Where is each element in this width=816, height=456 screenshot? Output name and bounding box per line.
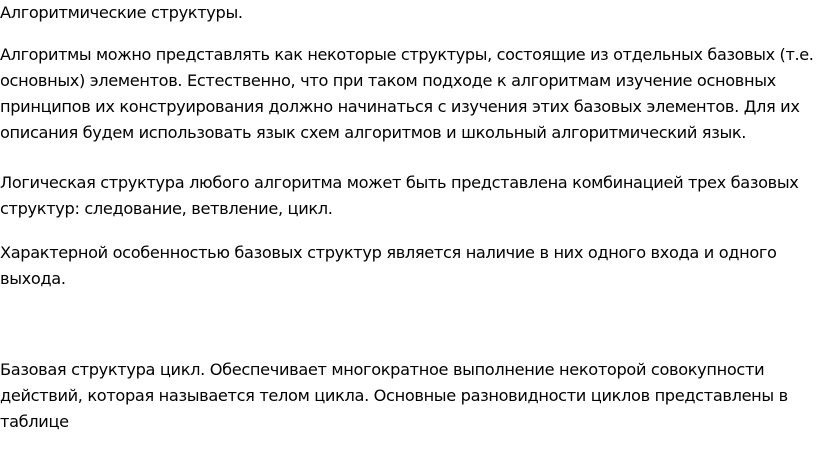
paragraph-line: Базовая структура цикл. Обеспечивает многократное выполнение некоторой совокупности <box>0 360 765 379</box>
paragraph-line: Алгоритмы можно представлять как некоторые структуры, состоящие из отдельных базовых (т.е. <box>0 45 814 64</box>
paragraph-line: таблице <box>0 412 69 431</box>
heading-text: Алгоритмические структуры. <box>0 3 243 22</box>
paragraph-line: структур: следование, ветвление, цикл. <box>0 199 333 218</box>
paragraph-line: Логическая структура любого алгоритма может быть представлена комбинацией трех базовых <box>0 173 799 192</box>
document-heading <box>0 0 243 26</box>
paragraph-line: основных) элементов. Естественно, что при таком подходе к алгоритмам изучение основных <box>0 71 776 90</box>
paragraph-line: действий, которая называется телом цикла. Основные разновидности циклов представлены в <box>0 386 788 405</box>
paragraph-line: Характерной особенностью базовых структур является наличие в них одного входа и одного <box>0 243 777 262</box>
paragraph-line: описания будем использовать язык схем алгоритмов и школьный алгоритмический язык. <box>0 123 747 142</box>
paragraph-entry-exit <box>0 240 777 292</box>
paragraph-loop-structure <box>0 357 788 435</box>
paragraph-logical-structure <box>0 170 799 222</box>
paragraph-line: принципов их конструирования должно начинаться с изучения этих базовых элементов. Для их <box>0 97 800 116</box>
paragraph-line: выхода. <box>0 269 66 288</box>
paragraph-algorithms-as-structures <box>0 42 816 146</box>
